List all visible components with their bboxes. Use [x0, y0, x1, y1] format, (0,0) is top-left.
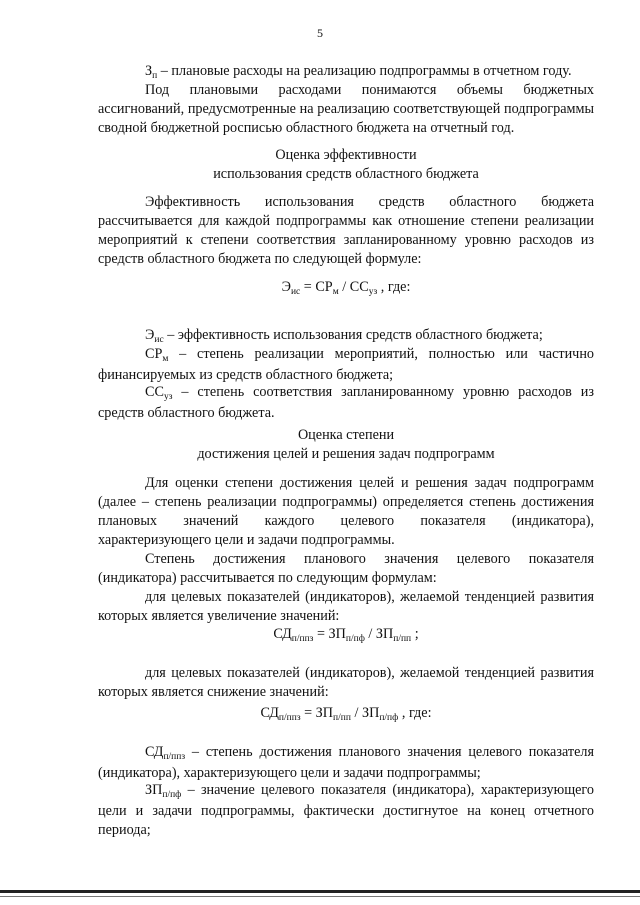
formula-part: , где: [377, 279, 411, 295]
symbol: Э [145, 327, 155, 343]
symbol-subscript: уз [163, 392, 173, 402]
definition-srm [98, 345, 594, 385]
paragraph-increase-case: для целевых показателей (индикаторов), желаемой тенденцией развития которых является увеличение значений: [98, 589, 594, 624]
formula-part: / СС [338, 279, 369, 295]
formula-subscript: п/пп [333, 713, 351, 723]
formula-part: = ЗП [300, 705, 334, 721]
symbol: СС [145, 384, 164, 400]
formula-subscript: п/пф [379, 713, 399, 723]
formula-increase [98, 625, 594, 646]
paragraph-target-indicator: Степень достижения планового значения целевого показателя (индикатора) рассчитывается по следующим формулам: [98, 551, 594, 586]
definition-zppf [98, 781, 594, 840]
formula-subscript: м [332, 287, 339, 297]
definition-text: – значение целевого показателя (индикатора), характеризующего цели и задачи подпрограммы, фактически достигнутое на конец отчетного периода; [98, 782, 594, 838]
heading-line-2: достижения целей и решения задач подпрограмм [197, 446, 495, 462]
formula-subscript: уз [368, 287, 378, 297]
formula-part: / ЗП [350, 705, 380, 721]
symbol: СР [145, 346, 163, 362]
symbol: СД [145, 744, 164, 760]
symbol-subscript: ис [154, 335, 164, 345]
formula-part: = СР [300, 279, 333, 295]
paragraph-goals-assessment: Для оценки степени достижения целей и решения задач подпрограмм (далее – степень реализации подпрограммы) определяется степень достижения плановых значений каждого целевого показателя (индикатора), характеризующего цели и задачи подпрограммы. [98, 475, 594, 548]
paragraph-planned-expenses [98, 62, 594, 83]
symbol-subscript: п [152, 71, 158, 81]
formula-part: / ЗП [364, 626, 394, 642]
definition-text: – плановые расходы на реализацию подпрограммы в отчетном году. [157, 63, 572, 79]
formula-subscript: ис [290, 287, 301, 297]
symbol: ЗП [145, 782, 163, 798]
bottom-border-thin [0, 896, 640, 897]
formula-part: СД [260, 705, 279, 721]
section-heading-efficiency [98, 146, 594, 184]
heading-line-1: Оценка степени [297, 427, 395, 443]
formula-subscript: п/ппз [291, 634, 314, 644]
formula-efficiency [98, 278, 594, 299]
section-heading-goals [98, 426, 594, 464]
formula-subscript: п/ппз [278, 713, 301, 723]
formula-decrease [98, 704, 594, 725]
symbol-subscript: п/ппз [163, 752, 186, 762]
formula-part: = ЗП [313, 626, 346, 642]
formula-part: Э [281, 279, 291, 295]
symbol: З [145, 63, 153, 79]
definition-eis [98, 326, 594, 347]
definition-sdppz [98, 743, 594, 783]
definition-text: – степень соответствия запланированному уровню расходов из средств областного бюджета. [98, 384, 594, 421]
symbol-subscript: п/пф [162, 790, 182, 800]
formula-part: , где: [398, 705, 432, 721]
paragraph-efficiency-calc: Эффективность использования средств областного бюджета рассчитывается для каждой подпрограммы как отношение степени реализации мероприятий к степени соответствия запланированному уровню расходов из средств областного бюджета по следующей формуле: [98, 194, 594, 267]
formula-subscript: п/пп [393, 634, 412, 644]
paragraph-decrease-case: для целевых показателей (индикаторов), желаемой тенденцией развития которых является снижение значений: [98, 665, 594, 700]
formula-part: ; [411, 626, 419, 642]
formula-part: СД [273, 626, 292, 642]
heading-line-1: Оценка эффективности [275, 147, 417, 163]
definition-ssuz [98, 383, 594, 423]
definition-text: – эффективность использования средств областного бюджета; [163, 327, 543, 343]
page-number: 5 [317, 26, 323, 40]
paragraph-planned-expenses-definition: Под плановыми расходами понимаются объемы бюджетных ассигнований, предусмотренные на реализацию соответствующей подпрограммы сводной бюджетной росписью областного бюджета на отчетный год. [98, 82, 594, 136]
symbol-subscript: м [162, 354, 169, 364]
bottom-border [0, 890, 640, 893]
definition-text: – степень реализации мероприятий, полностью или частично финансируемых из средств областного бюджета; [98, 346, 594, 383]
heading-line-2: использования средств областного бюджета [213, 166, 479, 182]
definition-text: – степень достижения планового значения целевого показателя (индикатора), характеризующего цели и задачи подпрограммы; [98, 744, 594, 781]
formula-subscript: п/пф [345, 634, 365, 644]
